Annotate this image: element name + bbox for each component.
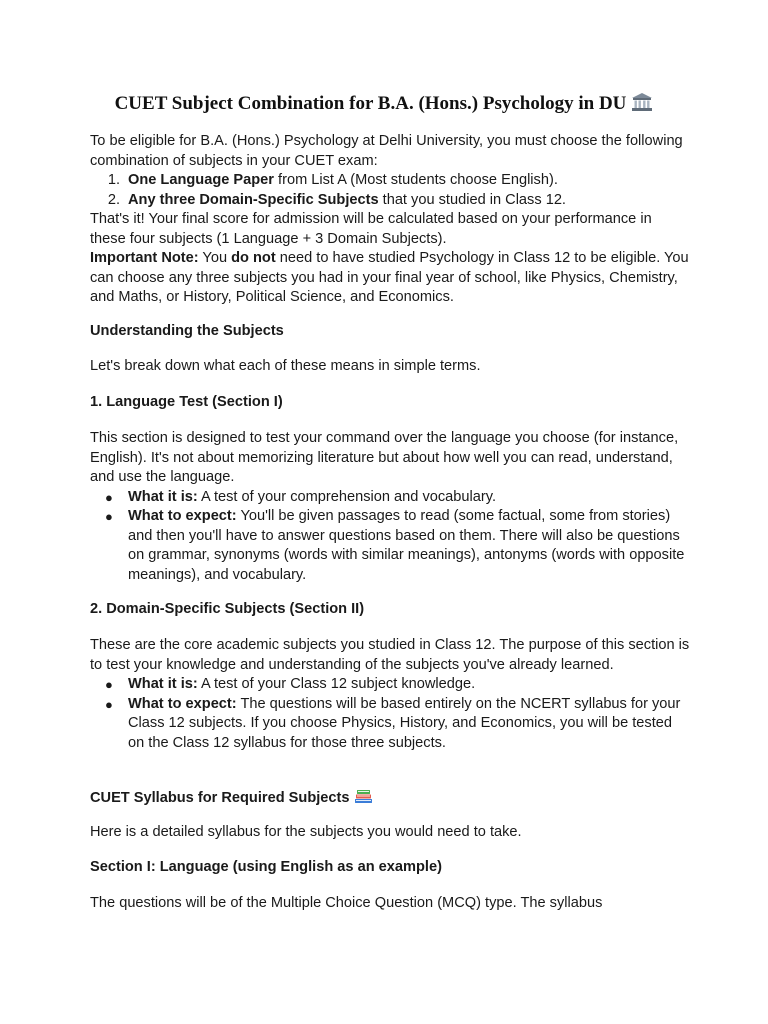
- list-item: [90, 695, 690, 754]
- important-note: [90, 249, 690, 308]
- understanding-text: Let's break down what each of these means in simple terms.: [90, 358, 481, 374]
- section2-bullets: [90, 675, 690, 753]
- mcq-text: The questions will be of the Multiple Choice Question (MCQ) type. The syllabus: [90, 895, 603, 911]
- note-pre: You: [198, 250, 232, 266]
- bullet-text: You'll be given passages to read (some factual, some from stories) and then you'll have to answer questions based on them. There will also be questions on grammar, synonyms (words with similar meanings), antonyms (words with opposite meanings), and vocabulary.: [128, 508, 685, 583]
- note-emphasis: do not: [231, 250, 276, 266]
- section2-paragraph: These are the core academic subjects you studied in Class 12. The purpose of this section is to test your knowledge and understanding of the subjects you've already learned.: [90, 637, 690, 673]
- page-title: [0, 92, 768, 118]
- bullet-dot: ●: [105, 696, 113, 712]
- section2-block: [90, 636, 690, 753]
- bullet-dot: ●: [105, 489, 113, 505]
- bullet-dot: ●: [105, 509, 113, 524]
- classical-building-icon: [631, 92, 653, 118]
- page-title-text: CUET Subject Combination for B.A. (Hons.) Psychology in DU: [114, 93, 627, 114]
- list-item: [90, 675, 690, 695]
- bullet-label: What to expect:: [128, 508, 237, 524]
- list-number: 1.: [107, 172, 120, 188]
- intro-block: [90, 132, 690, 308]
- intro-paragraph: To be eligible for B.A. (Hons.) Psychology at Delhi University, you must choose the following combination of subjects in your CUET exam:: [90, 133, 683, 169]
- bullet-dot: ●: [105, 677, 113, 692]
- score-paragraph: That's it! Your final score for admission will be calculated based on your performance in these four subjects (1 Language + 3 Domain Subjects).: [90, 211, 652, 247]
- list-number: 2.: [107, 191, 120, 208]
- bullet-label: What it is:: [128, 676, 198, 692]
- syllabus-heading-text: CUET Syllabus for Required Subjects: [90, 790, 350, 806]
- section1-block: [90, 429, 690, 585]
- list-item-bold: One Language Paper: [128, 172, 274, 188]
- understanding-heading: Understanding the Subjects: [90, 323, 284, 339]
- bullet-text: A test of your comprehension and vocabulary.: [197, 488, 497, 505]
- section1-heading: 1. Language Test (Section I): [90, 394, 283, 410]
- bullet-text: A test of your Class 12 subject knowledge.: [197, 676, 476, 692]
- list-item: [90, 488, 690, 508]
- requirements-list: [90, 171, 690, 210]
- list-item-bold: Any three Domain-Specific Subjects: [128, 191, 379, 208]
- list-item: [90, 171, 690, 191]
- list-item-text: from List A (Most students choose English).: [273, 172, 558, 188]
- bullet-label: What it is:: [128, 488, 198, 505]
- syllabus-heading: [90, 788, 690, 811]
- list-item: [90, 507, 690, 585]
- bullet-label: What to expect:: [128, 695, 237, 712]
- section1-bullets: [90, 488, 690, 586]
- note-post: need to have studied Psychology in Class 12 to be eligible. You can choose any three subjects you had in your final year of school, like Physics, Chemistry, and Maths, or History, Political Science, and Economics.: [90, 250, 689, 305]
- list-item-text: that you studied in Class 12.: [378, 191, 566, 208]
- section2-heading: 2. Domain-Specific Subjects (Section II): [90, 601, 365, 617]
- note-label: Important Note:: [90, 250, 199, 266]
- list-item: [90, 191, 690, 211]
- section1-paragraph: This section is designed to test your command over the language you choose (for instance, English). It's not about memorizing literature but about how well you can read, understand, and use the language.: [90, 430, 679, 485]
- syllabus-text: Here is a detailed syllabus for the subjects you would need to take.: [90, 824, 522, 840]
- bullet-text: The questions will be based entirely on the NCERT syllabus for your Class 12 subjects. If you choose Physics, History, and Economics, you will be tested on the Class 12 syllabus for those three subjects.: [128, 695, 681, 751]
- books-icon: [354, 788, 373, 811]
- section-language-heading: Section I: Language (using English as an example): [90, 859, 442, 875]
